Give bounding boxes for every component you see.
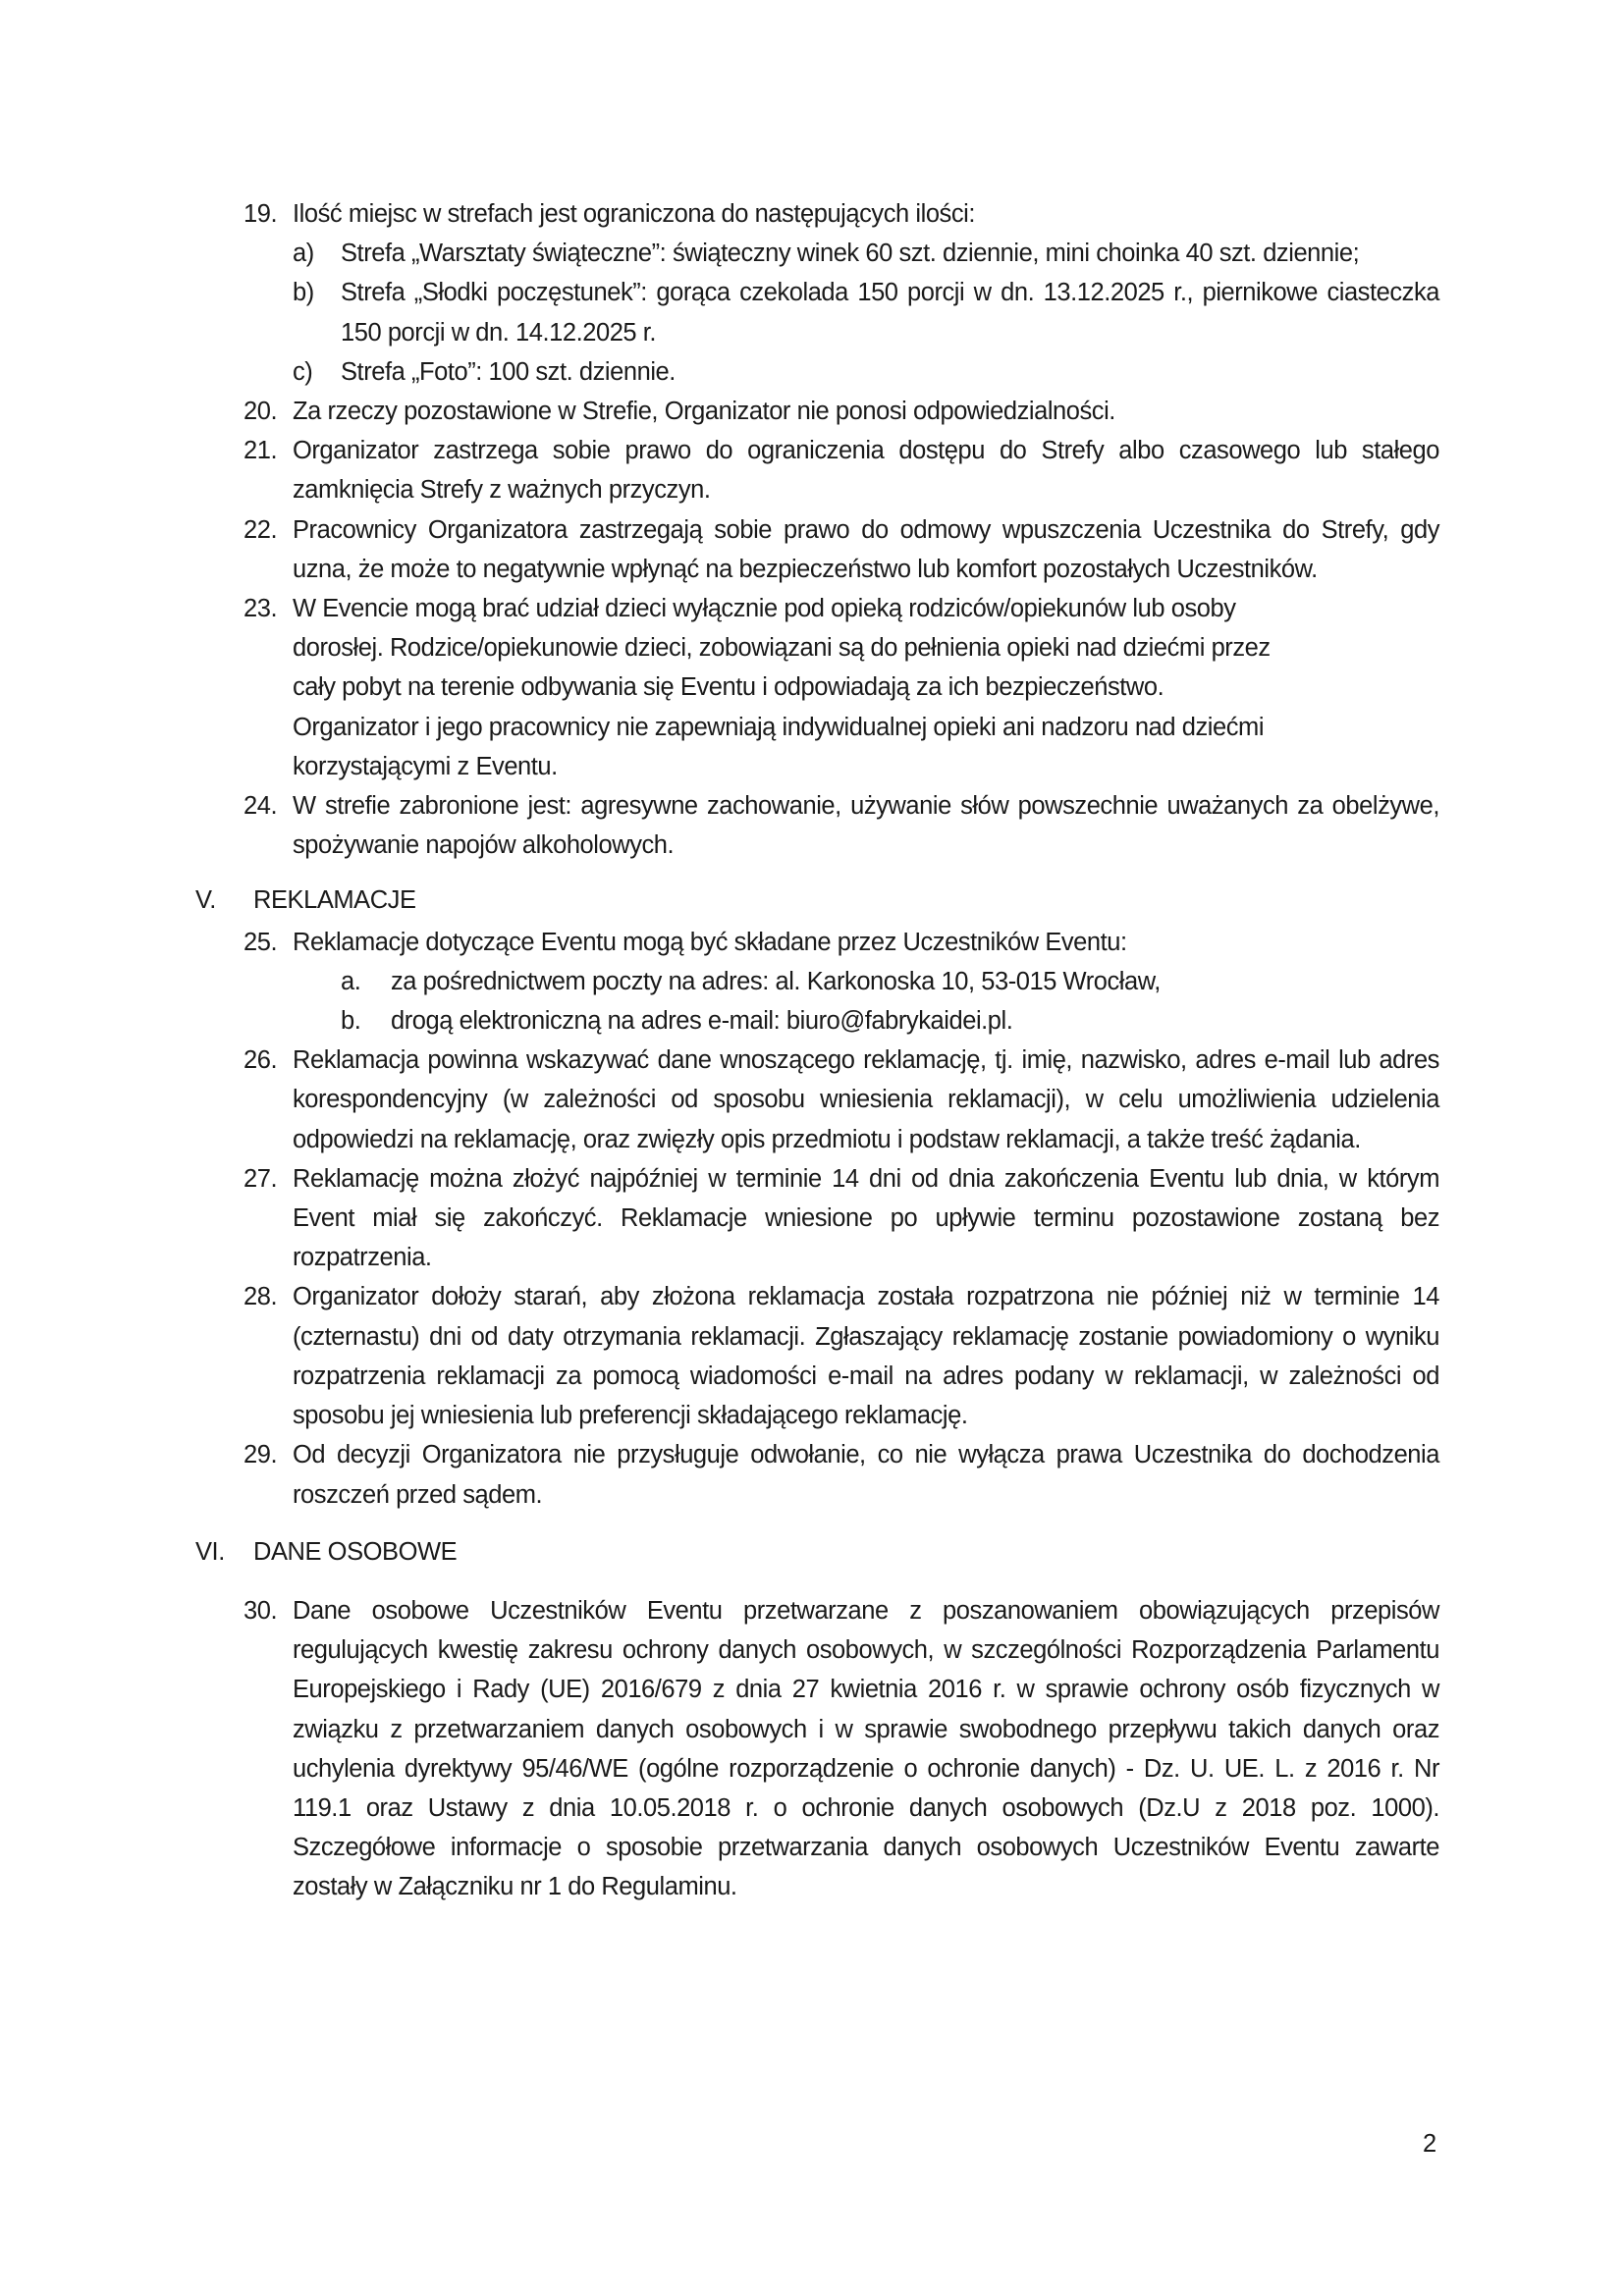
sub-item-label: a.	[341, 967, 361, 995]
item-text: Organizator dołoży starań, aby złożona reklamacja została rozpatrzona nie później niż w terminie 14 (czternastu) dni od daty otrzymania reklamacji. Zgłaszający reklamację zostanie powiadomiony o wyniku rozpatrzenia reklamacji za pomocą wiadomości e-mail na adres podany w reklamacji, w zależności od sposobu jej wniesienia lub preferencji składającego reklamację.	[293, 1283, 1439, 1430]
item-number: 26.	[244, 1046, 278, 1075]
section-number: VI.	[195, 1537, 225, 1566]
item-text-line: W Evencie mogą brać udział dzieci wyłącznie pod opieką rodziców/opiekunów lub osoby	[293, 595, 1236, 623]
regulation-item-30	[244, 1591, 1439, 1907]
regulation-item-27	[244, 1159, 1439, 1278]
item-number: 20.	[244, 398, 278, 426]
item-25-sublist	[244, 962, 1439, 1041]
sub-item-text: Strefa „Słodki poczęstunek”: gorąca czekolada 150 porcji w dn. 13.12.2025 r., piernikowe ciasteczka 150 porcji w dn. 14.12.2025 r.	[341, 279, 1439, 347]
document-body	[195, 194, 1439, 1907]
section-heading-reklamacje	[195, 881, 1439, 920]
item-text-line: Organizator i jego pracownicy nie zapewniają indywidualnej opieki ani nadzoru nad dziećmi	[293, 713, 1265, 741]
sub-item-label: b)	[293, 279, 314, 307]
item-19-sublist	[244, 234, 1439, 392]
item-number: 29.	[244, 1441, 278, 1469]
item-text: Reklamacja powinna wskazywać dane wnoszącego reklamację, tj. imię, nazwisko, adres e-mail lub adres korespondencyjny (w zależności od sposobu wniesienia reklamacji), w celu umożliwienia udzielenia odpowiedzi na reklamację, oraz zwięzły opis przedmiotu i podstaw reklamacji, a także treść żądania.	[293, 1046, 1439, 1153]
item-text-line: dorosłej. Rodzice/opiekunowie dzieci, zobowiązani są do pełnienia opieki nad dziećmi przez	[293, 634, 1271, 663]
item-text: Od decyzji Organizatora nie przysługuje odwołanie, co nie wyłącza prawa Uczestnika do dochodzenia roszczeń przed sądem.	[293, 1441, 1439, 1509]
sub-item-b	[244, 273, 1439, 351]
regulation-item-28	[244, 1277, 1439, 1435]
sub-item-text: Strefa „Warsztaty świąteczne”: świąteczny winek 60 szt. dziennie, mini choinka 40 szt. dziennie;	[341, 240, 1360, 268]
item-number: 22.	[244, 515, 278, 544]
item-text: Reklamacje dotyczące Eventu mogą być składane przez Uczestników Eventu:	[293, 928, 1127, 956]
item-text: Reklamację można złożyć najpóźniej w terminie 14 dni od dnia zakończenia Eventu lub dnia, w którym Event miał się zakończyć. Reklamacje wniesione po upływie terminu pozostawione zostaną bez rozpatrzenia.	[293, 1164, 1439, 1272]
section-title: REKLAMACJE	[253, 886, 416, 915]
page-number: 2	[1423, 2130, 1437, 2158]
regulation-item-26	[244, 1041, 1439, 1159]
item-number: 28.	[244, 1283, 278, 1311]
item-text: Dane osobowe Uczestników Eventu przetwarzane z poszanowaniem obowiązujących przepisów regulujących kwestię zakresu ochrony danych osobowych, w szczególności Rozporządzenia Parlamentu Europejskiego i Rady (UE) 2016/679 z dnia 27 kwietnia 2016 r. w sprawie ochrony osób fizycznych w związku z przetwarzaniem danych osobowych i w sprawie swobodnego przepływu takich danych oraz uchylenia dyrektywy 95/46/WE (ogólne rozporządzenie o ochronie danych) - Dz. U. UE. L. z 2016 r. Nr 119.1 oraz Ustawy z dnia 10.05.2018 r. o ochronie danych osobowych (Dz.U z 2018 poz. 1000). Szczegółowe informacje o sposobie przetwarzania danych osobowych Uczestników Eventu zawarte zostały w Załączniku nr 1 do Regulaminu.	[293, 1596, 1439, 1901]
regulation-item-19	[244, 194, 1439, 234]
item-text-line: cały pobyt na terenie odbywania się Eventu i odpowiadają za ich bezpieczeństwo.	[293, 673, 1164, 702]
item-number: 19.	[244, 200, 278, 228]
item-text: Za rzeczy pozostawione w Strefie, Organizator nie ponosi odpowiedzialności.	[293, 398, 1115, 426]
item-number: 27.	[244, 1164, 278, 1193]
section-title: DANE OSOBOWE	[253, 1537, 458, 1566]
item-number: 24.	[244, 792, 278, 821]
regulation-item-21	[244, 431, 1439, 509]
regulation-item-29	[244, 1435, 1439, 1514]
item-number: 30.	[244, 1596, 278, 1625]
regulation-item-22	[244, 510, 1439, 589]
section-heading-dane-osobowe	[195, 1532, 1439, 1572]
regulation-item-25	[244, 923, 1439, 962]
item-text: Pracownicy Organizatora zastrzegają sobie prawo do odmowy wpuszczenia Uczestnika do Strefy, gdy uzna, że może to negatywnie wpłynąć na bezpieczeństwo lub komfort pozostałych Uczestników.	[293, 515, 1439, 583]
regulation-item-23	[244, 589, 1439, 786]
sub-item-label: a)	[293, 240, 314, 268]
sub-item-text: za pośrednictwem poczty na adres: al. Karkonoska 10, 53-015 Wrocław,	[391, 967, 1161, 995]
item-text: Organizator zastrzega sobie prawo do ograniczenia dostępu do Strefy albo czasowego lub stałego zamknięcia Strefy z ważnych przyczyn.	[293, 437, 1439, 505]
sub-item-label: b.	[341, 1007, 361, 1036]
item-number: 23.	[244, 595, 278, 623]
sub-item-c	[244, 352, 1439, 392]
sub-item-label: c)	[293, 357, 313, 386]
sub-item-a	[244, 234, 1439, 273]
sub-item-b	[244, 1001, 1439, 1041]
sub-item-text: drogą elektroniczną na adres e-mail: biuro@fabrykaidei.pl.	[391, 1007, 1013, 1036]
item-number: 21.	[244, 437, 278, 465]
item-text: W strefie zabronione jest: agresywne zachowanie, używanie słów powszechnie uważanych za obelżywe, spożywanie napojów alkoholowych.	[293, 792, 1439, 860]
section-number: V.	[195, 886, 216, 915]
item-number: 25.	[244, 928, 278, 956]
item-text-line: korzystającymi z Eventu.	[293, 752, 558, 780]
sub-item-a	[244, 962, 1439, 1001]
regulation-item-24	[244, 786, 1439, 865]
item-text: Ilość miejsc w strefach jest ograniczona do następujących ilości:	[293, 200, 975, 228]
regulation-item-20	[244, 392, 1439, 431]
sub-item-text: Strefa „Foto”: 100 szt. dziennie.	[341, 357, 676, 386]
